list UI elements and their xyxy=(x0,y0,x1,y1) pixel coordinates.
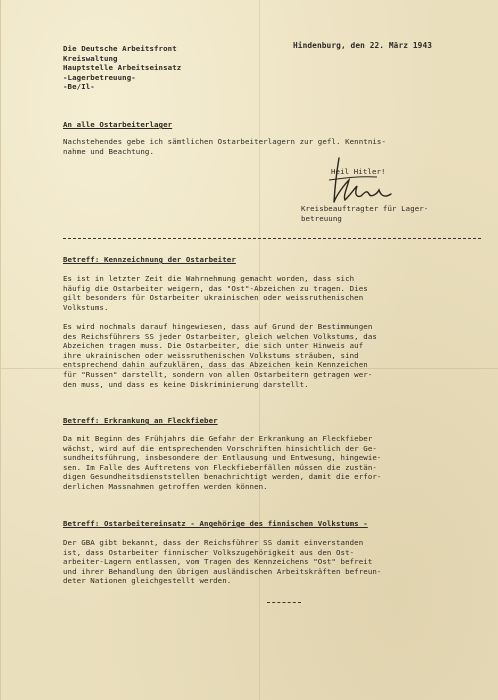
signatory-line: Kreisbeauftragter für Lager- xyxy=(301,204,429,213)
paragraph-line: gilt besonders für Ostarbeiter ukrainischen oder weissruthenischen xyxy=(63,293,364,303)
paragraph-line: digen Gesundheitsdienststellen benachrichtigt werden, damit die erfor- xyxy=(63,472,382,482)
section-title: Betreff: Ostarbeitereinsatz - Angehörige des finnischen Volkstums - xyxy=(63,519,368,528)
section-paragraph xyxy=(63,322,377,389)
paragraph-line: deter Nationen gleichgestellt werden. xyxy=(63,576,232,586)
section-paragraph xyxy=(63,538,381,586)
paragraph-line: Es wird nochmals darauf hingewiesen, dass auf Grund der Bestimmungen xyxy=(63,322,373,331)
paragraph-line: Der GBA gibt bekannt, dass der Reichsführer SS damit einverstanden xyxy=(63,538,364,547)
paragraph-line: Da mit Beginn des Frühjahrs die Gefahr der Erkrankung an Fleckfieber xyxy=(63,434,373,443)
paragraph-line: des Reichsführers SS jeder Ostarbeiter, gleich welchen Volkstums, das xyxy=(63,331,377,341)
paragraph-line: für "Russen" darstellt, sondern von allen Ostarbeitern getragen wer- xyxy=(63,369,373,379)
paragraph-line: derlichen Massnahmen getroffen werden können. xyxy=(63,481,268,491)
sender-line: Die Deutsche Arbeitsfront xyxy=(63,44,177,53)
address-line: An alle Ostarbeiterlager xyxy=(63,120,173,129)
paragraph-line: entsprechend dahin aufzuklären, dass das Abzeichen kein Kennzeichen xyxy=(63,360,368,370)
paragraph-line: Volkstums. xyxy=(63,302,109,312)
paragraph-line: häufig die Ostarbeiter weigern, das "Ost"-Abzeichen zu tragen. Dies xyxy=(63,283,368,293)
sender-line: Kreiswaltung xyxy=(63,53,118,63)
paragraph-line: arbeiter-Lagern entlassen, vom Tragen des Kennzeichens "Ost" befreit xyxy=(63,557,373,567)
sender-block xyxy=(63,44,181,92)
section-paragraph xyxy=(63,274,368,312)
paragraph-line: und ihrer Behandlung den übrigen ausländischen Arbeitskräften befreun- xyxy=(63,566,382,576)
sender-line: -Be/Il- xyxy=(63,82,95,92)
paragraph-line: sundheitsführung, insbesondere der Entlausung und Entwesung, hingewie- xyxy=(63,453,382,463)
intro-line: nahme und Beachtung. xyxy=(63,146,154,156)
closing-divider xyxy=(267,602,301,603)
intro-line: Nachstehendes gebe ich sämtlichen Ostarbeiterlagern zur gefl. Kenntnis- xyxy=(63,137,387,146)
paragraph-line: Abzeichen tragen muss. Die Ostarbeiter, die sich unter Hinweis auf xyxy=(63,341,364,351)
paragraph-line: wächst, wird auf die entsprechenden Vorschriften hinsichtlich der Ge- xyxy=(63,443,377,453)
sender-line: Hauptstelle Arbeitseinsatz xyxy=(63,63,182,73)
paragraph-line: sen. Im Falle des Auftretens von Fleckfieberfällen müssen die zustän- xyxy=(63,462,377,472)
section-title: Betreff: Kennzeichnung der Ostarbeiter xyxy=(63,255,236,264)
paragraph-line: den muss, und dass es keine Diskriminierung darstellt. xyxy=(63,379,309,389)
section-divider xyxy=(63,238,481,239)
paragraph-line: ist, dass Ostarbeiter finnischer Volkszugehörigkeit aus den Ost- xyxy=(63,547,355,557)
paragraph-line: ihre ukrainischen oder weissruthenischen Volkstums sträuben, sind xyxy=(63,350,359,360)
section-paragraph xyxy=(63,434,381,492)
letter-date: Hindenburg, den 22. März 1943 xyxy=(293,41,433,50)
section-title: Betreff: Erkrankung an Fleckfieber xyxy=(63,416,218,425)
sender-line: -Lagerbetreuung- xyxy=(63,72,136,82)
signatory-title xyxy=(301,204,428,223)
greeting: Heil Hitler! xyxy=(331,167,386,176)
paragraph-line: Es ist in letzter Zeit die Wahrnehmung gemacht worden, dass sich xyxy=(63,274,355,283)
signatory-line: betreuung xyxy=(301,213,342,223)
